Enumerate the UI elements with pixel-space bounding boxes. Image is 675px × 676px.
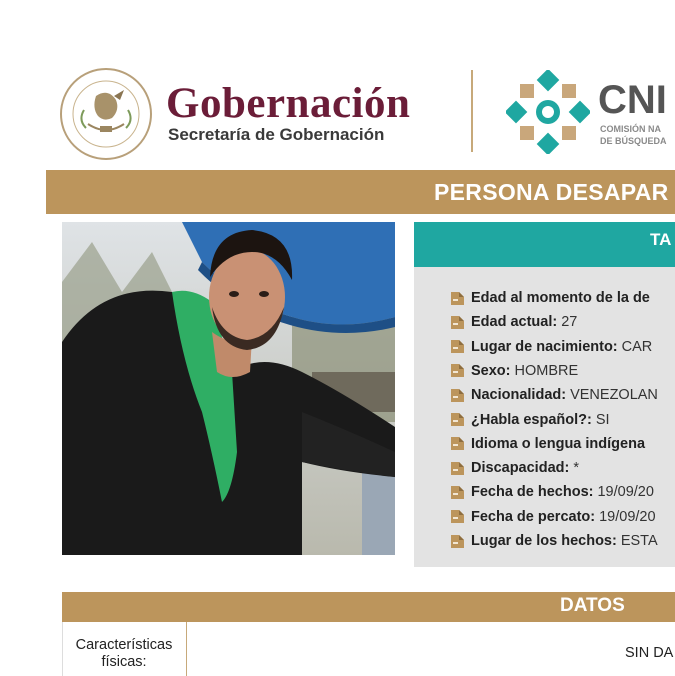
info-field-value: 27 [561, 314, 578, 331]
person-info-box [414, 267, 675, 567]
document-icon [450, 509, 465, 524]
caracteristicas-value: SIN DA [625, 645, 674, 661]
document-icon [450, 291, 465, 306]
info-field-row [450, 506, 656, 528]
document-icon [450, 315, 465, 330]
info-field-row [450, 530, 658, 552]
info-field-label: Idioma o lengua indígena [471, 435, 646, 452]
cnb-title: CNI [598, 78, 667, 122]
info-field-row [450, 384, 658, 406]
info-field-label: Nacionalidad: [471, 387, 567, 404]
info-field-label: Edad al momento de la de [471, 290, 650, 306]
document-icon [450, 363, 465, 378]
info-field-label: Discapacidad: [471, 460, 570, 477]
banner-title: PERSONA DESAPAR [434, 179, 669, 205]
header-divider [471, 70, 473, 152]
info-field-row [450, 311, 577, 333]
person-photo [62, 222, 395, 555]
title-banner [46, 170, 675, 214]
info-field-value: HOMBRE [514, 362, 579, 379]
info-field-row [450, 457, 579, 479]
info-field-value: * [573, 460, 579, 477]
info-field-value: 19/09/20 [597, 484, 654, 501]
info-field-label: Lugar de los hechos: [471, 533, 617, 549]
org-title: Gobernación [166, 80, 411, 127]
info-field-label: ¿Habla español?: [471, 411, 592, 428]
info-field-row [450, 409, 610, 431]
person-name-bar [414, 222, 675, 267]
info-field-row [450, 481, 654, 503]
datos-column-divider [186, 622, 187, 676]
info-field-row [450, 336, 652, 358]
person-name: TA [650, 230, 672, 249]
info-field-value: SI [595, 411, 610, 428]
document-icon [450, 485, 465, 500]
document-icon [450, 534, 465, 549]
document-icon [450, 461, 465, 476]
info-field-value: 19/09/20 [599, 508, 656, 525]
info-field-label: Lugar de nacimiento: [471, 338, 618, 355]
info-field-row [450, 433, 649, 455]
cnb-subtitle-line2: DE BÚSQUEDA [600, 136, 667, 146]
document-icon [450, 412, 465, 427]
caracteristicas-label: Características físicas: [75, 637, 173, 670]
info-field-value: CAR [621, 338, 653, 355]
cnb-flower-logo [506, 70, 590, 154]
info-field-label: Edad actual: [471, 314, 558, 331]
info-field-row [450, 287, 654, 309]
document-icon [450, 436, 465, 451]
info-field-value: VENEZOLAN [570, 387, 658, 404]
info-field-row [450, 360, 578, 382]
info-field-label: Fecha de hechos: [471, 484, 594, 501]
document-icon [450, 388, 465, 403]
document-icon [450, 339, 465, 354]
datos-header [62, 592, 675, 622]
cnb-subtitle-line1: COMISIÓN NA [600, 124, 662, 134]
info-field-label: Fecha de percato: [471, 508, 596, 525]
mexico-seal-logo [58, 66, 154, 162]
datos-title: DATOS [560, 595, 625, 616]
info-field-label: Sexo: [471, 362, 511, 379]
info-field-value: ESTA [620, 533, 658, 549]
org-subtitle: Secretaría de Gobernación [168, 125, 385, 144]
